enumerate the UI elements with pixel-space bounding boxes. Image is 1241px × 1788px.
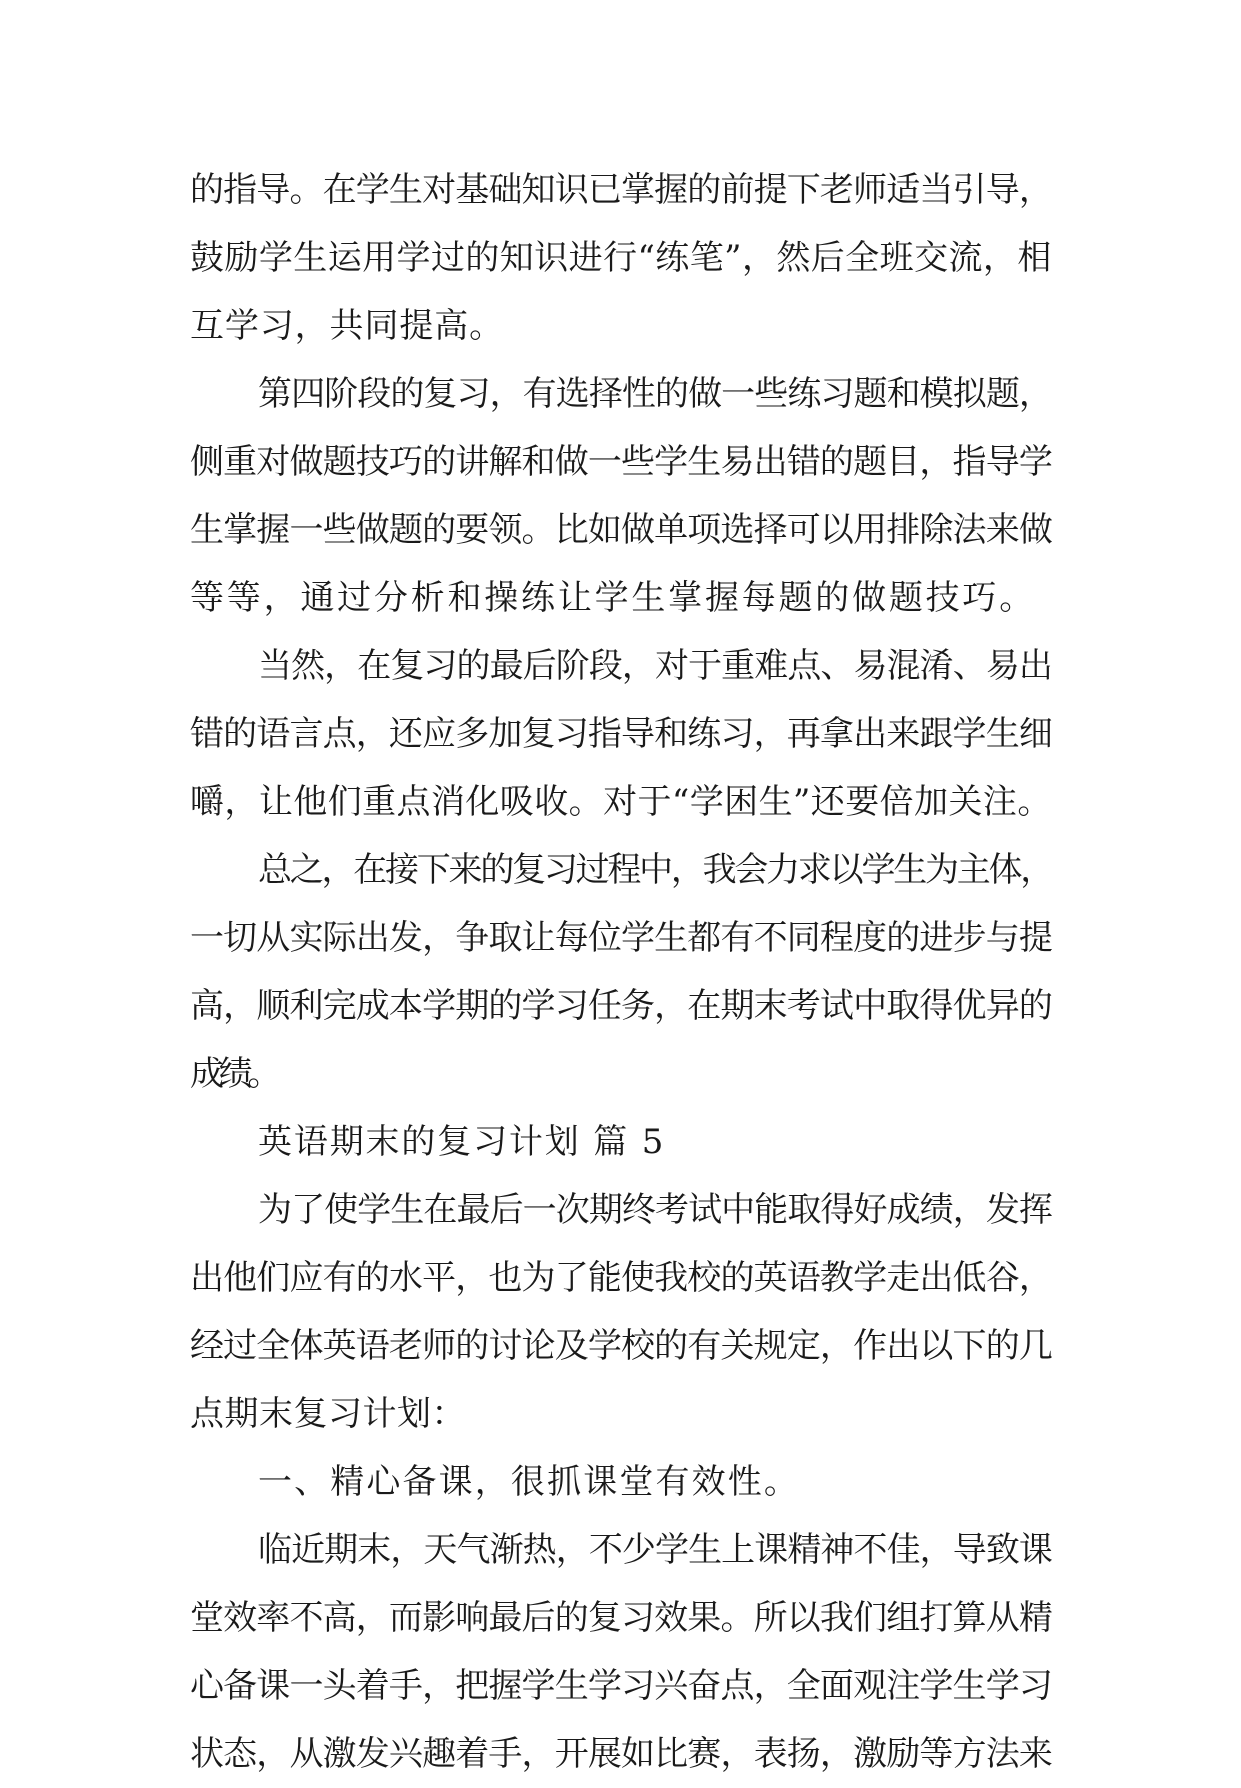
text-line: 嚼，让他们重点消化吸收。对于“学困生”还要倍加关注。 [190,782,1052,822]
text-line: 第四阶段的复习，有选择性的做一些练习题和模拟题， [258,374,1052,414]
paragraph [190,836,1080,1108]
text-line: 鼓励学生运用学过的知识进行“练笔”，然后全班交流，相 [190,238,1052,278]
text-line: 出他们应有的水平，也为了能使我校的英语教学走出低谷， [190,1258,1052,1298]
text-line: 英语期末的复习计划 篇 5 [258,1122,666,1162]
text-line: 心备课一头着手，把握学生学习兴奋点，全面观注学生学习 [190,1666,1052,1706]
text-line: 错的语言点，还应多加复习指导和练习，再拿出来跟学生细 [190,714,1052,754]
paragraph [190,360,1080,632]
text-line: 总之，在接下来的复习过程中，我会力求以学生为主体， [258,850,1052,890]
text-line: 一、精心备课，很抓课堂有效性。 [258,1462,800,1502]
paragraph [190,632,1080,836]
text-line: 经过全体英语老师的讨论及学校的有关规定，作出以下的几 [190,1326,1052,1366]
paragraph [190,1516,1080,1788]
text-line: 互学习，共同提高。 [190,306,504,346]
text-line: 高，顺利完成本学期的学习任务，在期末考试中取得优异的 [190,986,1052,1026]
text-line: 为了使学生在最后一次期终考试中能取得好成绩，发挥 [258,1190,1052,1230]
paragraph [190,1108,1080,1176]
paragraph [190,156,1080,360]
document-body [190,156,1080,1788]
paragraph [190,1448,1080,1516]
text-line: 点期末复习计划： [190,1394,466,1434]
text-line: 当然，在复习的最后阶段，对于重难点、易混淆、易出 [258,646,1052,686]
text-line: 堂效率不高，而影响最后的复习效果。所以我们组打算从精 [190,1598,1052,1638]
text-line: 临近期末，天气渐热，不少学生上课精神不佳，导致课 [258,1530,1052,1570]
text-line: 侧重对做题技巧的讲解和做一些学生易出错的题目，指导学 [190,442,1052,482]
text-line: 的指导。在学生对基础知识已掌握的前提下老师适当引导， [190,170,1052,210]
text-line: 成绩。 [190,1054,276,1094]
text-line: 状态，从激发兴趣着手，开展如比赛，表扬，激励等方法来 [190,1734,1052,1774]
paragraph [190,1176,1080,1448]
text-line: 等等，通过分析和操练让学生掌握每题的做题技巧。 [190,578,1036,618]
text-line: 一切从实际出发，争取让每位学生都有不同程度的进步与提 [190,918,1052,958]
text-line: 生掌握一些做题的要领。比如做单项选择可以用排除法来做 [190,510,1052,550]
